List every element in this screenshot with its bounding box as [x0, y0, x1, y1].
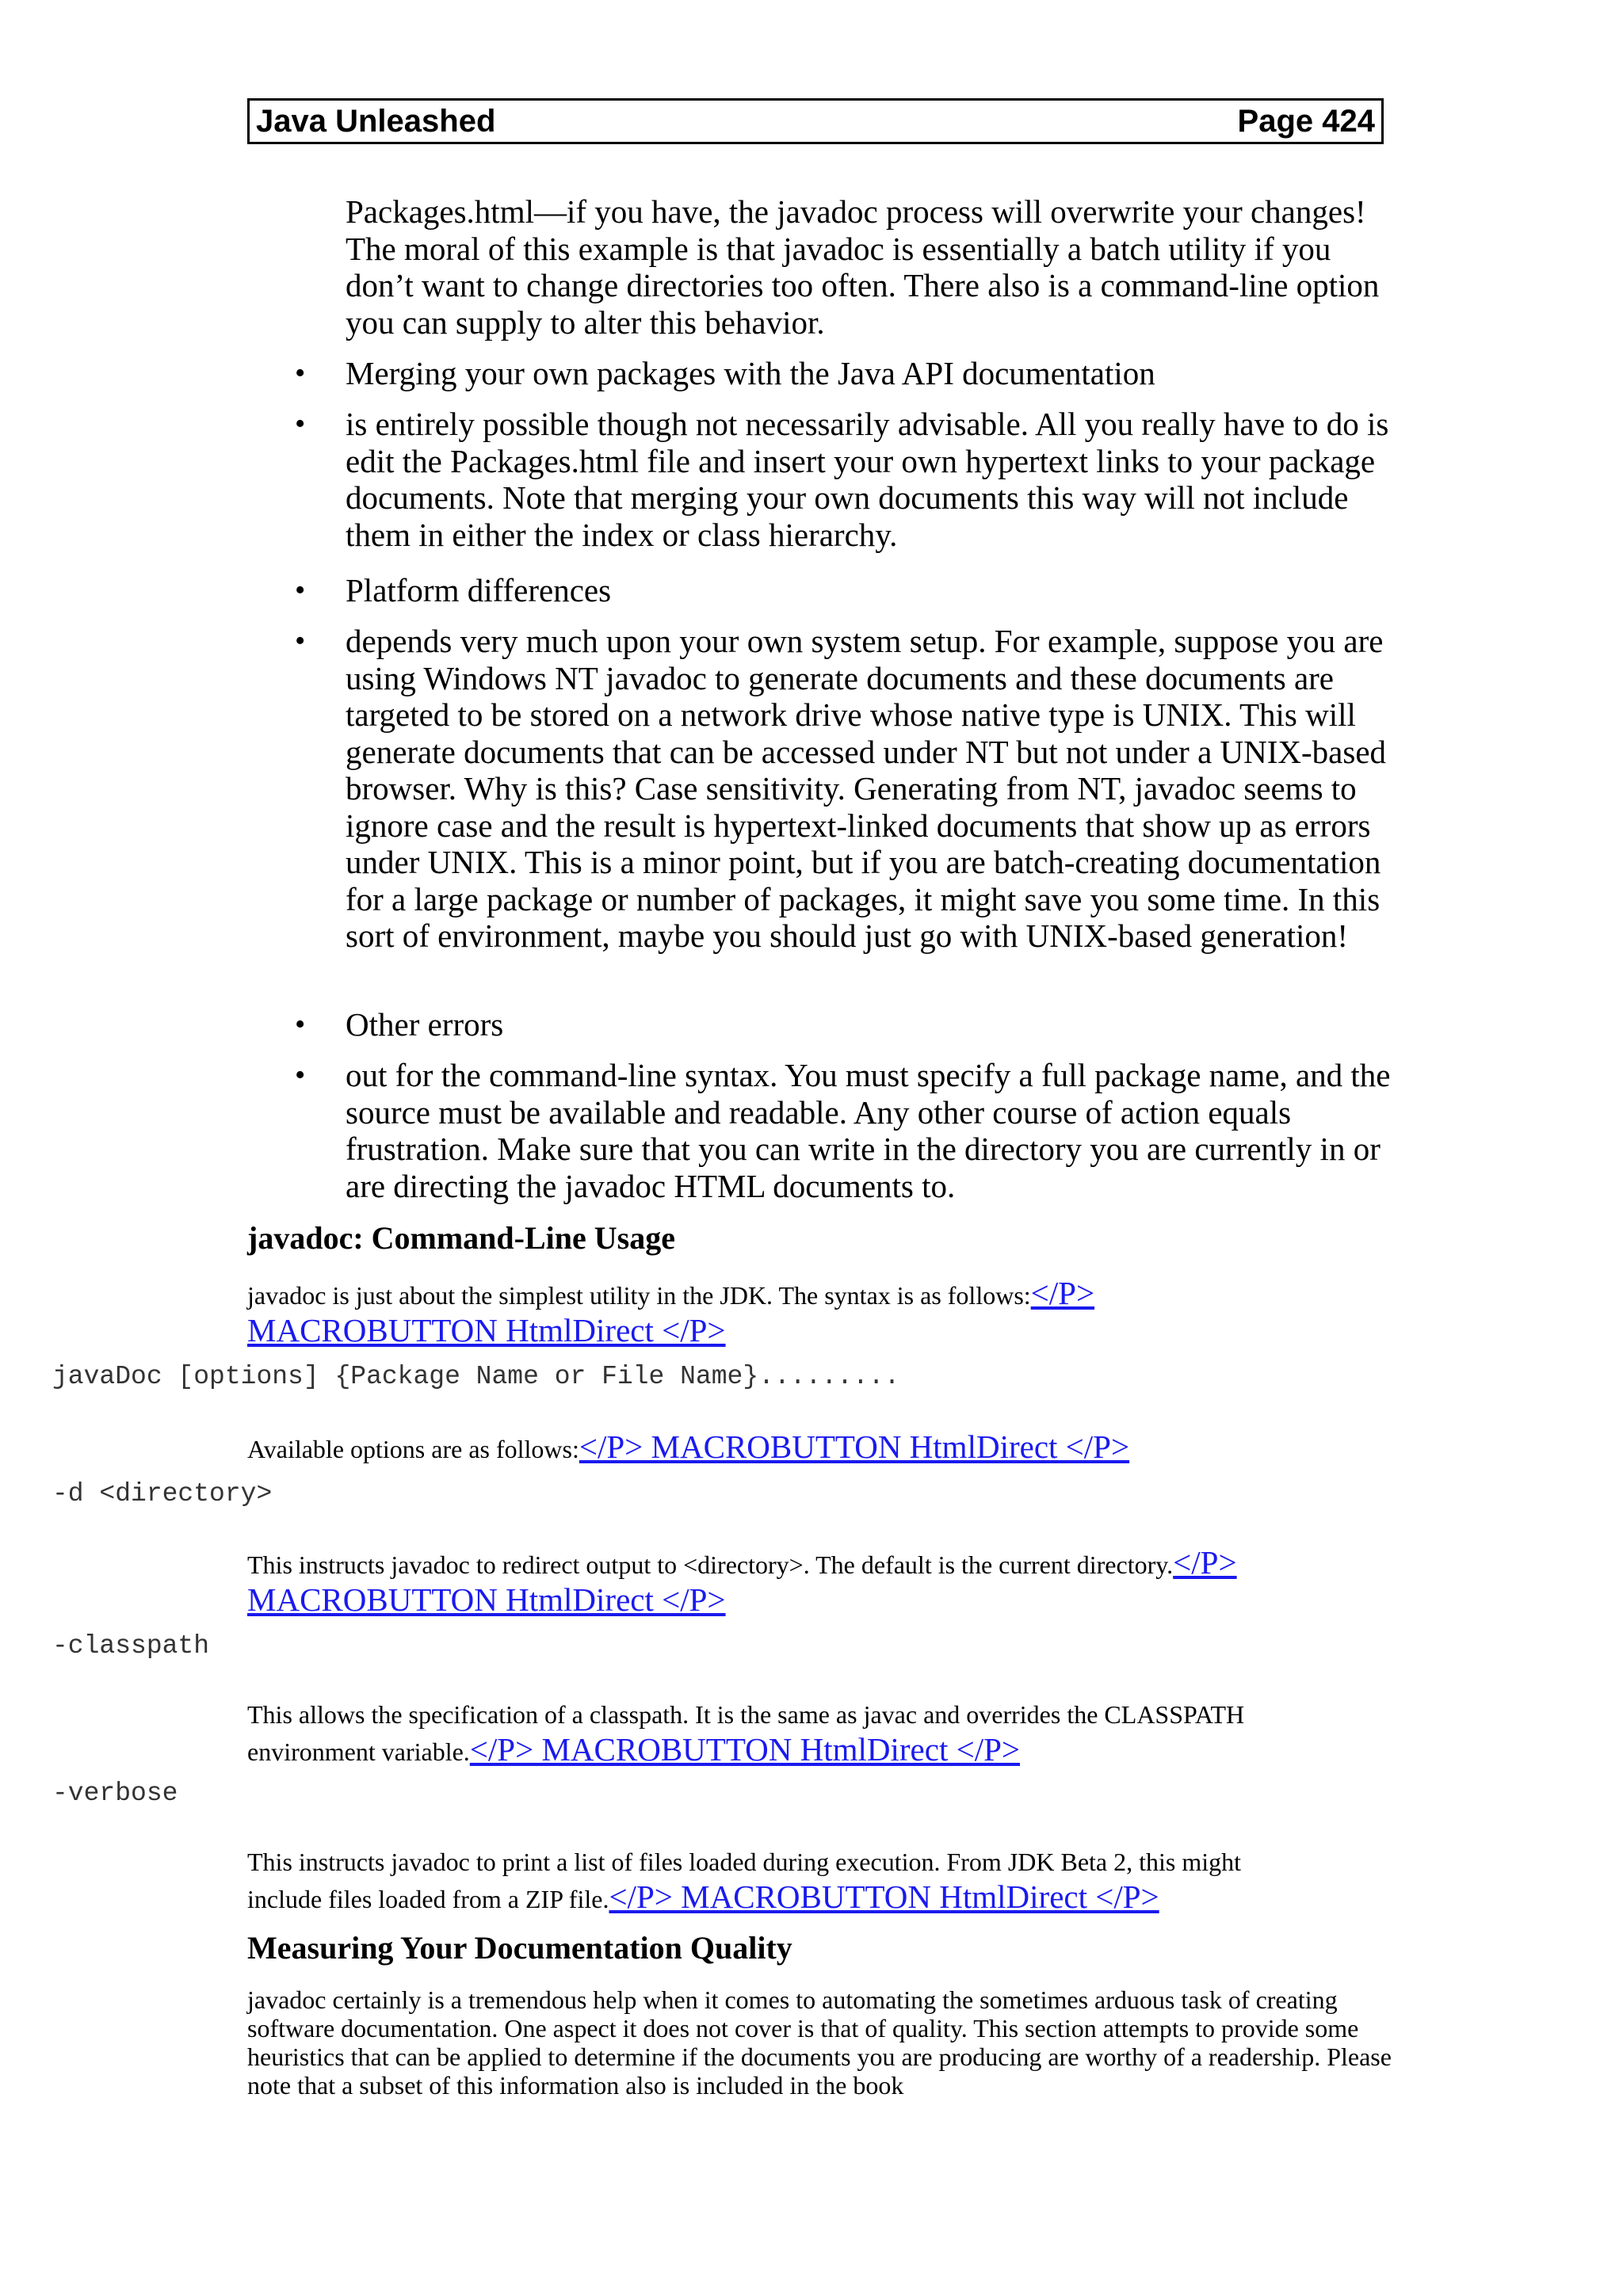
html-direct-link[interactable]: MACROBUTTON HtmlDirect </P>: [247, 1312, 726, 1348]
html-direct-link[interactable]: </P> MACROBUTTON HtmlDirect </P>: [579, 1428, 1130, 1465]
bullet-icon: •: [295, 1008, 306, 1041]
html-direct-link[interactable]: </P>: [1173, 1544, 1237, 1581]
list-item: • out for the command-line syntax. You must specify a full package name, and the source must be available and readable. Any other course of action equals frustration. Make sure that you can write in the directory you are currently in or are directing the javadoc HTML documents to.: [295, 1057, 1391, 1204]
option-d-description: This instructs javadoc to redirect output to <directory>. The default is the current directory.</P> MACROBUTTON HtmlDirect </P>: [247, 1544, 1237, 1618]
list-item: • Merging your own packages with the Java API documentation: [295, 355, 1155, 391]
list-item: • depends very much upon your own system setup. For example, suppose you are using Windows NT javadoc to generate documents and these documents are targeted to be stored on a network drive whose native type is UNIX. This will generate documents that can be accessed under NT but not under a UNIX-based browser. Why is this? Case sensitivity. Generating from NT, javadoc seems to ignore case and the result is hypertext-linked documents that show up as errors under UNIX. This is a minor point, but if you are batch-creating documentation for a large package or number of packages, it might save you some time. In this sort of environment, maybe you should just go with UNIX-based generation!: [295, 623, 1387, 954]
syntax-code: javaDoc [options] {Package Name or File Name}.........: [52, 1362, 900, 1391]
option-d-code: -d <directory>: [52, 1479, 273, 1508]
list-item: • Other errors: [295, 1006, 504, 1043]
page-header: [247, 98, 1384, 144]
section-heading-quality: Measuring Your Documentation Quality: [247, 1930, 792, 1966]
bullet-icon: •: [295, 1058, 306, 1092]
html-direct-link[interactable]: </P> MACROBUTTON HtmlDirect </P>: [469, 1731, 1021, 1768]
option-classpath-code: -classpath: [52, 1631, 210, 1661]
bullet-icon: •: [295, 357, 306, 390]
options-intro: Available options are as follows:</P> MACROBUTTON HtmlDirect </P>: [247, 1428, 1130, 1465]
option-classpath-description: This allows the specification of a classpath. It is the same as javac and overrides the CLASSPATH environment variable.</P> MACROBUTTON HtmlDirect </P>: [247, 1700, 1245, 1768]
option-verbose-description: This instructs javadoc to print a list of files loaded during execution. From JDK Beta 2, this might include files loaded from a ZIP file.</P> MACROBUTTON HtmlDirect </P>: [247, 1848, 1242, 1915]
quality-paragraph: javadoc certainly is a tremendous help when it comes to automating the sometimes arduous task of creating software documentation. One aspect it does not cover is that of quality. This section attempts to provide some heuristics that can be applied to determine if the documents you are producing are worthy of a readership. Please note that a subset of this information also is included in the book: [247, 1985, 1392, 2100]
option-verbose-code: -verbose: [52, 1779, 178, 1808]
html-direct-link[interactable]: </P>: [1030, 1275, 1095, 1311]
bullet-icon: •: [295, 574, 306, 607]
html-direct-link[interactable]: MACROBUTTON HtmlDirect </P>: [247, 1581, 726, 1618]
list-item: • Platform differences: [295, 572, 612, 608]
continuation-paragraph: Packages.html—if you have, the javadoc process will overwrite your changes! The moral of this example is that javadoc is essentially a batch utility if you don’t want to change directories too often. There also is a command-line option you can supply to alter this behavior.: [346, 193, 1380, 341]
book-title: Java Unleashed: [256, 104, 496, 139]
section-heading-command-line: javadoc: Command-Line Usage: [247, 1220, 675, 1256]
syntax-intro: javadoc is just about the simplest utility in the JDK. The syntax is as follows:</P> MACROBUTTON HtmlDirect </P>: [247, 1275, 1095, 1348]
bullet-icon: •: [295, 407, 306, 441]
page-number: Page 424: [1237, 104, 1375, 139]
html-direct-link[interactable]: </P> MACROBUTTON HtmlDirect </P>: [609, 1878, 1159, 1915]
bullet-icon: •: [295, 624, 306, 658]
list-item: • is entirely possible though not necessarily advisable. All you really have to do is edit the Packages.html file and insert your own hypertext links to your package documents. Note that merging your own documents this way will not include them in either the index or class hierarchy.: [295, 406, 1389, 553]
